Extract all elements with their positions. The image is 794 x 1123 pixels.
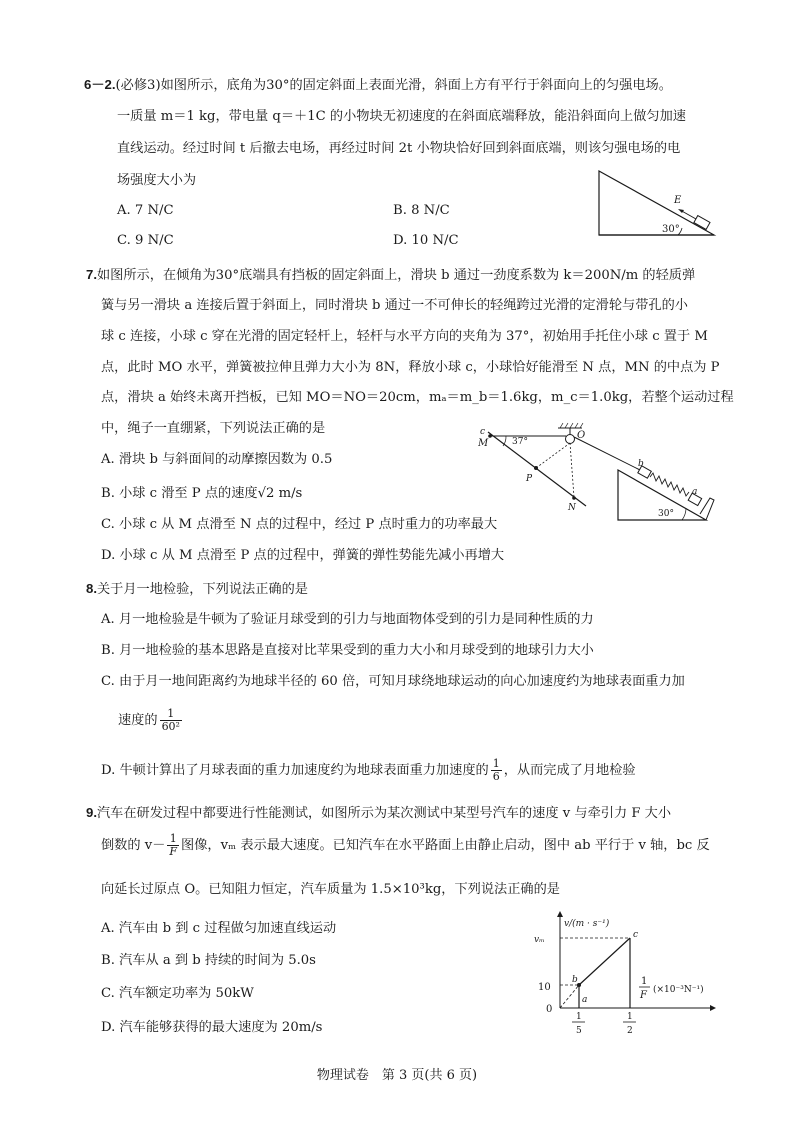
q8-number: 8. xyxy=(86,581,97,596)
q9-fig-tick1-den: 5 xyxy=(576,1026,582,1036)
q6-fig-angle: 30° xyxy=(662,224,680,235)
q6-option-a[interactable]: A. 7 N/C xyxy=(117,203,174,218)
q6-block xyxy=(694,216,710,230)
q9-fig-c: c xyxy=(633,930,639,940)
page-footer: 物理试卷 第 3 页(共 6 页) xyxy=(316,1068,478,1083)
q7-fig-n: N xyxy=(568,503,576,513)
q8-stem xyxy=(86,580,308,599)
q6-incline-figure xyxy=(596,168,718,244)
q7-option-b-value: √2 m/s xyxy=(257,486,303,501)
q6-option-b[interactable]: B. 8 N/C xyxy=(393,203,450,218)
q7-fig-o: O xyxy=(577,430,586,441)
q9-option-a[interactable]: A. 汽车由 b 到 c 过程做匀加速直线运动 xyxy=(101,921,337,936)
q8-option-c-text2: 速度的 xyxy=(118,713,158,728)
q9-fig-tick2-den: 2 xyxy=(627,1026,633,1036)
q7-pulley-figure xyxy=(478,422,718,536)
q7-fig-b: b xyxy=(638,459,644,469)
q7-line2: 簧与另一滑块 a 连接后置于斜面上，同时滑块 b 通过一不可伸长的轻绳跨过光滑的定滑轮与带孔的小 xyxy=(101,298,688,313)
q9-fig-yaxis: v/(m · s⁻¹) xyxy=(564,919,610,929)
q9-fig-xnum: 1 xyxy=(641,976,648,987)
q6-line4: 场强度大小为 xyxy=(117,173,197,188)
q7-text1: 如图所示，在倾角为30°底端具有挡板的固定斜面上，滑块 b 通过一劲度系数为 k＝200N/m 的轻质弹 xyxy=(97,268,696,283)
q7-fig-c: c xyxy=(480,427,486,437)
q6-fig-e: E xyxy=(674,195,682,206)
q7-line5: 点，滑块 a 始终未离开挡板，已知 MO＝NO＝20cm，mₐ＝m_b＝1.6kg，m_c＝1.0kg，若整个运动过程 xyxy=(101,390,734,405)
q9-line2 xyxy=(101,833,710,859)
q9-text2-pre: 倒数的 v－ xyxy=(101,838,166,853)
q9-number: 9. xyxy=(86,805,97,820)
q6-incline-triangle xyxy=(599,171,714,235)
q9-text2-post: 图像，vₘ 表示最大速度。已知汽车在水平路面上由静止启动，图中 ab 平行于 v 轴，bc 反 xyxy=(181,838,710,853)
q9-line3: 向延长过原点 O。已知阻力恒定，汽车质量为 1.5×10³kg，下列说法正确的是 xyxy=(101,882,560,897)
q9-fig-a: a xyxy=(582,995,588,1005)
q8-option-a[interactable]: A. 月一地检验是牛顿为了验证月球受到的引力与地面物体受到的引力是同种性质的力 xyxy=(101,612,594,627)
q7-line1 xyxy=(86,266,695,285)
q7-number: 7. xyxy=(86,267,97,282)
q8-stem-text: 关于月一地检验，下列说法正确的是 xyxy=(97,582,308,597)
q7-fig-30: 30° xyxy=(658,509,674,519)
q7-option-b-text: B. 小球 c 滑至 P 点的速度 xyxy=(101,486,258,501)
q7-option-a[interactable]: A. 滑块 b 与斜面间的动摩擦因数为 0.5 xyxy=(101,452,333,467)
q6-line3: 直线运动。经过时间 t 后撤去电场，再经过时间 2t 小物块恰好回到斜面底端，则该匀强电场的电 xyxy=(117,141,681,156)
q7-line3: 球 c 连接，小球 c 穿在光滑的固定轻杆上，轻杆与水平方向的夹角为 37°，初始用手托住小球 c 置于 M xyxy=(101,329,708,344)
q7-stopper xyxy=(700,498,714,520)
q9-fig-vm: vₘ xyxy=(534,935,545,945)
q9-fig-xunit: (×10⁻³N⁻¹) xyxy=(653,985,704,995)
q8-option-d-fraction: $\frac{1}{6}$ xyxy=(492,757,500,783)
q9-fig-10: 10 xyxy=(538,982,551,993)
q8-option-b[interactable]: B. 月一地检验的基本思路是直接对比苹果受到的重力大小和月球受到的地球引力大小 xyxy=(101,643,594,658)
q8-option-c-line2[interactable] xyxy=(118,708,184,734)
q9-fig-xden: F xyxy=(640,990,647,1001)
q7-option-b[interactable] xyxy=(101,485,302,503)
q7-option-c[interactable]: C. 小球 c 从 M 点滑至 N 点的过程中，经过 P 点时重力的功率最大 xyxy=(101,517,498,532)
q7-spring xyxy=(650,473,689,496)
q7-line4: 点，此时 MO 水平，弹簧被拉伸且弹力大小为 8N，释放小球 c，小球恰好能滑至 N 点，MN 的中点为 P xyxy=(101,360,720,375)
q6-number: 6－2. xyxy=(84,77,116,92)
q9-option-d[interactable]: D. 汽车能够获得的最大速度为 20m/s xyxy=(101,1020,323,1035)
q9-fig-b: b xyxy=(572,975,578,985)
q8-option-d-tail: ，从而完成了月地检验 xyxy=(503,763,636,778)
q9-text1: 汽车在研发过程中都要进行性能测试，如图所示为某次测试中某型号汽车的速度 v 与牵引力 F 大小 xyxy=(97,806,672,821)
q9-option-c[interactable]: C. 汽车额定功率为 50kW xyxy=(101,986,254,1001)
q9-text2-fraction: $\frac{1}{F}$ xyxy=(169,832,178,858)
q7-fig-m: M xyxy=(478,438,489,449)
q6-text1: (必修3)如图所示，底角为30°的固定斜面上表面光滑，斜面上方有平行于斜面向上的匀强电场。 xyxy=(115,78,672,93)
q9-segment-bc xyxy=(579,938,630,985)
q7-fig-37: 37° xyxy=(512,437,528,447)
q6-option-c[interactable]: C. 9 N/C xyxy=(117,233,174,248)
q9-graph-figure xyxy=(528,906,728,1050)
q6-line1 xyxy=(84,76,672,95)
q7-fig-p: P xyxy=(526,474,533,484)
q8-option-d-text: D. 牛顿计算出了月球表面的重力加速度约为地球表面重力加速度的 xyxy=(101,763,489,778)
q9-fig-tick1-num: 1 xyxy=(576,1012,582,1022)
q8-option-c-fraction: $\frac{1}{\text{60²}}$ xyxy=(161,707,180,733)
q7-line6: 中，绳子一直绷紧，下列说法正确的是 xyxy=(101,421,326,436)
q9-fig-0: 0 xyxy=(546,1004,553,1015)
q7-fig-a: a xyxy=(692,487,698,497)
q8-option-c-line1[interactable]: C. 由于月一地间距离约为地球半径的 60 倍，可知月球绕地球运动的向心加速度约为地球表面重力加 xyxy=(101,674,685,689)
q8-option-d[interactable] xyxy=(101,758,636,784)
q6-option-d[interactable]: D. 10 N/C xyxy=(393,233,459,248)
q9-line1 xyxy=(86,804,671,823)
q9-option-b[interactable]: B. 汽车从 a 到 b 持续的时间为 5.0s xyxy=(101,953,316,968)
q6-line2: 一质量 m＝1 kg，带电量 q＝＋1C 的小物块无初速度的在斜面底端释放，能沿斜面向上做匀加速 xyxy=(117,109,686,124)
q7-pulley xyxy=(566,435,575,444)
q9-fig-tick2-num: 1 xyxy=(627,1012,633,1022)
q7-option-d[interactable]: D. 小球 c 从 M 点滑至 P 点的过程中，弹簧的弹性势能先减小再增大 xyxy=(101,548,505,563)
